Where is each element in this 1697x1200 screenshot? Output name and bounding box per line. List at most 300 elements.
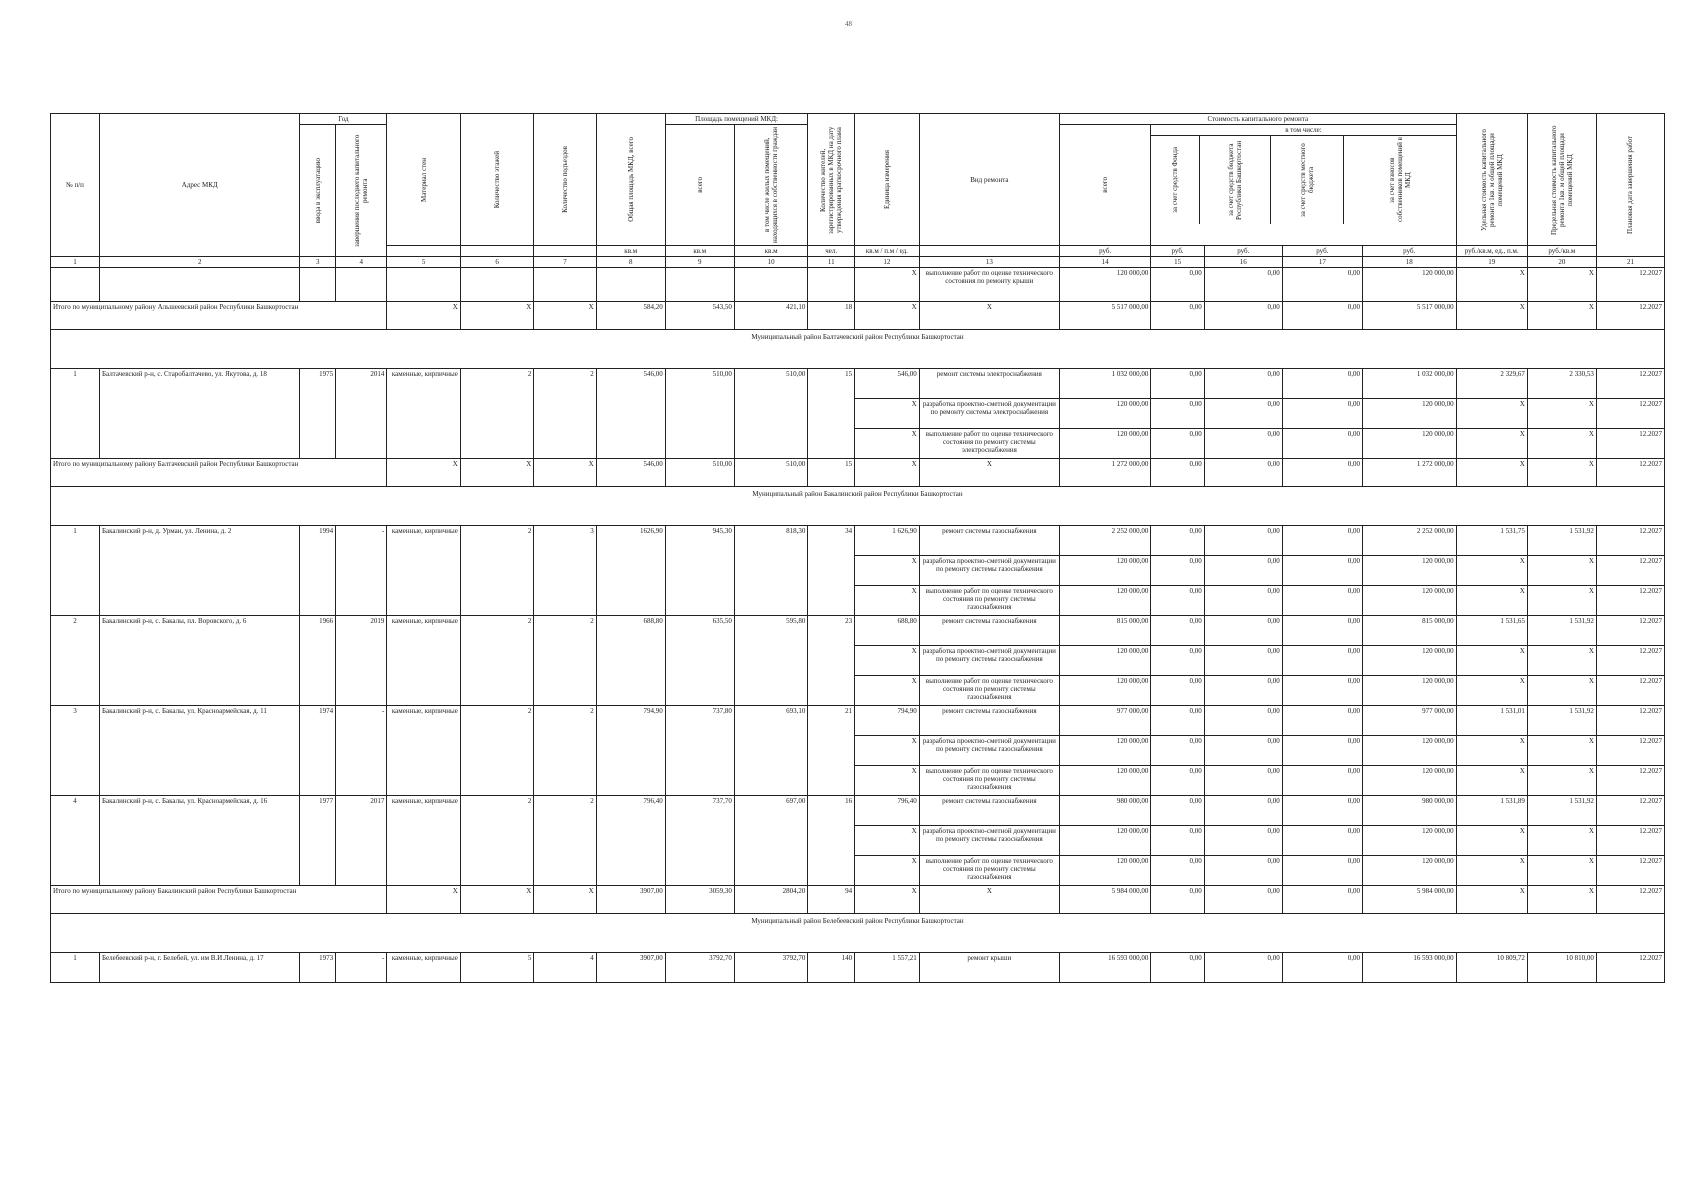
cost-local: 0,00 [1282, 736, 1362, 766]
cell: X [460, 459, 534, 487]
table-body [51, 268, 1665, 983]
repair-type: выполнение работ по оценке технического состояния по ремонту крыши [919, 268, 1059, 302]
column-number: 5 [387, 257, 461, 268]
empty-cell [300, 268, 336, 302]
row-number: 1 [51, 369, 100, 459]
row-number: 1 [51, 526, 100, 616]
cost-total: 5 517 000,00 [1060, 302, 1151, 330]
empty-cell [51, 268, 100, 302]
max-cost: X [1527, 459, 1596, 487]
repair-type: выполнение работ по оценке технического состояния по ремонту системы газоснабжения [919, 856, 1059, 886]
unit-value: X [855, 826, 920, 856]
column-number: 12 [855, 257, 920, 268]
cost-owners: 120 000,00 [1362, 736, 1456, 766]
unit-value: X [855, 676, 920, 706]
unit-cell: кв.м [665, 246, 734, 257]
th-cost-owners: за счет взносов собственников помещений в МКД [1387, 137, 1412, 223]
repair-type: ремонт системы газоснабжения [919, 706, 1059, 736]
cost-owners: 16 593 000,00 [1362, 953, 1456, 983]
unit-cell: чел. [808, 246, 855, 257]
house-address: Белебеевский р-н, г. Белебей, ул. им В.И.Ленина, д. 17 [100, 953, 300, 983]
unit-cell: руб. [1204, 246, 1282, 257]
cost-fund: 0,00 [1151, 796, 1204, 826]
column-number: 1 [51, 257, 100, 268]
cost-total: 120 000,00 [1060, 268, 1151, 302]
unit-cell: кв.м [734, 246, 808, 257]
district-total-label: Итого по муниципальному району Альшеевский район Республики Башкортостан [51, 302, 387, 330]
cell: X [387, 886, 461, 914]
table-row [51, 953, 1665, 983]
premises-owned: 818,30 [734, 526, 808, 616]
empty-cell [665, 268, 734, 302]
cost-republic: 0,00 [1204, 268, 1282, 302]
max-cost: X [1527, 268, 1596, 302]
unit-cell: руб./кв.м, ед., п.м. [1456, 246, 1527, 257]
unit-cell: кв.м / п.м / ед. [855, 246, 920, 257]
entrances: 2 [534, 369, 596, 459]
residents: 18 [808, 302, 855, 330]
repair-type: разработка проектно-сметной документации по ремонту системы газоснабжения [919, 556, 1059, 586]
empty-cell [534, 268, 596, 302]
table-row [51, 706, 1665, 736]
total-area: 688,80 [596, 616, 665, 706]
floors: 2 [460, 616, 534, 706]
year-last-repair: 2014 [336, 369, 387, 459]
column-number: 19 [1456, 257, 1527, 268]
table-row [51, 369, 1665, 399]
cost-local: 0,00 [1282, 796, 1362, 826]
year-commission: 1973 [300, 953, 336, 983]
unit-cell: руб. [1362, 246, 1456, 257]
cost-owners: 120 000,00 [1362, 586, 1456, 616]
cost-total: 120 000,00 [1060, 676, 1151, 706]
cost-owners: 1 032 000,00 [1362, 369, 1456, 399]
repair-type: X [919, 459, 1059, 487]
unit-cell: кв.м [596, 246, 665, 257]
planned-date: 12.2027 [1596, 459, 1664, 487]
year-last-repair: - [336, 706, 387, 796]
planned-date: 12.2027 [1596, 706, 1664, 736]
floors: 2 [460, 796, 534, 886]
entrances: 4 [534, 953, 596, 983]
residents: 140 [808, 953, 855, 983]
column-number: 13 [919, 257, 1059, 268]
cost-total: 980 000,00 [1060, 796, 1151, 826]
premises-all: 737,80 [665, 706, 734, 796]
entrances: 2 [534, 796, 596, 886]
cost-fund: 0,00 [1151, 826, 1204, 856]
cost-local: 0,00 [1282, 459, 1362, 487]
max-cost: X [1527, 826, 1596, 856]
unit-value: X [855, 268, 920, 302]
planned-date: 12.2027 [1596, 268, 1664, 302]
entrances: 3 [534, 526, 596, 616]
unit-cost: 1 531,65 [1456, 616, 1527, 646]
th-cost-group: Стоимость капитального ремонта [1060, 114, 1457, 125]
premises-owned: 510,00 [734, 369, 808, 459]
unit-value: 1 557,21 [855, 953, 920, 983]
premises-owned: 693,10 [734, 706, 808, 796]
residents: 15 [808, 459, 855, 487]
repair-type: ремонт системы газоснабжения [919, 796, 1059, 826]
planned-date: 12.2027 [1596, 556, 1664, 586]
unit-cost: X [1456, 736, 1527, 766]
row-number: 2 [51, 616, 100, 706]
cost-owners: 5 517 000,00 [1362, 302, 1456, 330]
column-number: 3 [300, 257, 336, 268]
unit-value: 546,00 [855, 369, 920, 399]
max-cost: 10 810,00 [1527, 953, 1596, 983]
cost-fund: 0,00 [1151, 302, 1204, 330]
cost-owners: 120 000,00 [1362, 826, 1456, 856]
unit-cost: X [1456, 676, 1527, 706]
max-cost: 1 531,92 [1527, 526, 1596, 556]
unit-cost: X [1456, 826, 1527, 856]
empty-cell [734, 268, 808, 302]
empty-cell [808, 268, 855, 302]
total-area: 584,20 [596, 302, 665, 330]
column-numbers-row [51, 257, 1665, 268]
cost-republic: 0,00 [1204, 302, 1282, 330]
cost-local: 0,00 [1282, 646, 1362, 676]
max-cost: X [1527, 766, 1596, 796]
year-last-repair: - [336, 526, 387, 616]
cost-fund: 0,00 [1151, 586, 1204, 616]
th-unit-cost: Удельная стоимость капитального ремонта 1кв. м общей площади помещений МКД [1479, 128, 1504, 231]
cost-fund: 0,00 [1151, 399, 1204, 429]
house-address: Бакалинский р-н, с. Бакалы, ул. Красноармейская, д. 11 [100, 706, 300, 796]
cost-owners: 980 000,00 [1362, 796, 1456, 826]
total-area: 796,40 [596, 796, 665, 886]
row-number: 3 [51, 706, 100, 796]
cost-fund: 0,00 [1151, 616, 1204, 646]
cost-owners: 120 000,00 [1362, 268, 1456, 302]
premises-all: 543,50 [665, 302, 734, 330]
repair-type: выполнение работ по оценке технического состояния по ремонту системы газоснабжения [919, 766, 1059, 796]
wall-material: каменные, кирпичные [387, 616, 461, 706]
unit-value: X [855, 766, 920, 796]
cost-local: 0,00 [1282, 268, 1362, 302]
unit-cell: руб. [1060, 246, 1151, 257]
th-planned-date: Плановая дата завершения работ [1626, 136, 1635, 235]
max-cost: X [1527, 586, 1596, 616]
cost-local: 0,00 [1282, 826, 1362, 856]
repair-type: разработка проектно-сметной документации по ремонту системы электроснабжения [919, 399, 1059, 429]
floors: 2 [460, 369, 534, 459]
cost-owners: 120 000,00 [1362, 429, 1456, 459]
cost-republic: 0,00 [1204, 429, 1282, 459]
table-row [51, 268, 1665, 302]
total-area: 794,90 [596, 706, 665, 796]
th-repair-type: Вид ремонта [919, 114, 1059, 246]
unit-value: X [855, 459, 920, 487]
premises-all: 737,70 [665, 796, 734, 886]
unit-cell [919, 246, 1059, 257]
planned-date: 12.2027 [1596, 736, 1664, 766]
cost-republic: 0,00 [1204, 676, 1282, 706]
table-row [51, 616, 1665, 646]
cell: X [387, 302, 461, 330]
unit-value: X [855, 736, 920, 766]
unit-value: X [855, 556, 920, 586]
unit-cost: 2 329,67 [1456, 369, 1527, 399]
total-area: 3907,00 [596, 953, 665, 983]
empty-cell [100, 268, 300, 302]
unit-cost: X [1456, 646, 1527, 676]
cost-fund: 0,00 [1151, 526, 1204, 556]
empty-cell [387, 268, 461, 302]
premises-all: 510,00 [665, 369, 734, 459]
cost-fund: 0,00 [1151, 766, 1204, 796]
cost-total: 2 252 000,00 [1060, 526, 1151, 556]
total-area: 546,00 [596, 369, 665, 459]
premises-owned: 697,00 [734, 796, 808, 886]
max-cost: X [1527, 676, 1596, 706]
repair-type: ремонт крыши [919, 953, 1059, 983]
planned-date: 12.2027 [1596, 399, 1664, 429]
column-number: 20 [1527, 257, 1596, 268]
unit-cost: 1 531,75 [1456, 526, 1527, 556]
cost-fund: 0,00 [1151, 886, 1204, 914]
wall-material: каменные, кирпичные [387, 369, 461, 459]
premises-owned: 2804,20 [734, 886, 808, 914]
cost-republic: 0,00 [1204, 586, 1282, 616]
cost-local: 0,00 [1282, 856, 1362, 886]
column-number: 17 [1282, 257, 1362, 268]
premises-all: 3792,70 [665, 953, 734, 983]
max-cost: X [1527, 556, 1596, 586]
wall-material: каменные, кирпичные [387, 526, 461, 616]
max-cost: X [1527, 302, 1596, 330]
cost-total: 120 000,00 [1060, 586, 1151, 616]
unit-value: X [855, 302, 920, 330]
repair-type: выполнение работ по оценке технического состояния по ремонту системы газоснабжения [919, 586, 1059, 616]
unit-cost: X [1456, 586, 1527, 616]
repair-type: ремонт системы электроснабжения [919, 369, 1059, 399]
th-entrances: Количество подъездов [561, 146, 570, 213]
cost-local: 0,00 [1282, 429, 1362, 459]
max-cost: X [1527, 736, 1596, 766]
max-cost: X [1527, 856, 1596, 886]
cost-total: 120 000,00 [1060, 736, 1151, 766]
th-premises-owned: в том числе жилых помещений, находящихся в собственности граждан [763, 127, 780, 244]
cost-republic: 0,00 [1204, 796, 1282, 826]
column-number: 7 [534, 257, 596, 268]
district-total-label: Итого по муниципальному району Балтачевский район Республики Башкортостан [51, 459, 387, 487]
planned-date: 12.2027 [1596, 826, 1664, 856]
premises-owned: 510,00 [734, 459, 808, 487]
repair-type: разработка проектно-сметной документации по ремонту системы газоснабжения [919, 646, 1059, 676]
year-commission: 1994 [300, 526, 336, 616]
cost-local: 0,00 [1282, 302, 1362, 330]
floors: 2 [460, 526, 534, 616]
unit-cost: X [1456, 556, 1527, 586]
unit-value: X [855, 886, 920, 914]
cost-owners: 120 000,00 [1362, 399, 1456, 429]
total-area: 546,00 [596, 459, 665, 487]
cost-fund: 0,00 [1151, 268, 1204, 302]
unit-value: X [855, 586, 920, 616]
premises-owned: 421,10 [734, 302, 808, 330]
planned-date: 12.2027 [1596, 646, 1664, 676]
repair-type: выполнение работ по оценке технического состояния по ремонту системы газоснабжения [919, 676, 1059, 706]
unit-cost: 10 809,72 [1456, 953, 1527, 983]
column-number: 9 [665, 257, 734, 268]
year-last-repair: 2017 [336, 796, 387, 886]
cost-local: 0,00 [1282, 556, 1362, 586]
premises-all: 945,30 [665, 526, 734, 616]
residents: 34 [808, 526, 855, 616]
cost-republic: 0,00 [1204, 856, 1282, 886]
cost-local: 0,00 [1282, 706, 1362, 736]
max-cost: 1 531,92 [1527, 796, 1596, 826]
column-number: 21 [1596, 257, 1664, 268]
unit-value: X [855, 429, 920, 459]
max-cost: X [1527, 399, 1596, 429]
cell: X [387, 459, 461, 487]
house-address: Балтачевский р-н, с. Старобалтачево, ул. Якутова, д. 18 [100, 369, 300, 459]
cost-fund: 0,00 [1151, 429, 1204, 459]
column-number: 8 [596, 257, 665, 268]
cost-fund: 0,00 [1151, 953, 1204, 983]
max-cost: 1 531,92 [1527, 706, 1596, 736]
entrances: 2 [534, 616, 596, 706]
district-section-title: Муниципальный район Балтачевский район Республики Башкортостан [51, 330, 1665, 369]
max-cost: 1 531,92 [1527, 616, 1596, 646]
unit-cost: X [1456, 429, 1527, 459]
unit-value: 794,90 [855, 706, 920, 736]
planned-date: 12.2027 [1596, 369, 1664, 399]
column-number: 10 [734, 257, 808, 268]
th-cost-total: всего [1101, 177, 1110, 193]
cost-owners: 120 000,00 [1362, 676, 1456, 706]
table-row [51, 526, 1665, 556]
district-section-row [51, 914, 1665, 953]
unit-cell: руб. [1282, 246, 1362, 257]
column-number: 14 [1060, 257, 1151, 268]
planned-date: 12.2027 [1596, 856, 1664, 886]
planned-date: 12.2027 [1596, 526, 1664, 556]
unit-value: 796,40 [855, 796, 920, 826]
cost-total: 120 000,00 [1060, 556, 1151, 586]
th-cost-local: за счет средств местного бюджета [1299, 143, 1316, 217]
year-commission: 1977 [300, 796, 336, 886]
cost-republic: 0,00 [1204, 399, 1282, 429]
unit-cost: X [1456, 856, 1527, 886]
cost-total: 1 272 000,00 [1060, 459, 1151, 487]
residents: 16 [808, 796, 855, 886]
house-address: Бакалинский р-н, д. Урман, ул. Ленина, д. 2 [100, 526, 300, 616]
cost-total: 120 000,00 [1060, 429, 1151, 459]
year-commission: 1974 [300, 706, 336, 796]
th-max-cost: Предельная стоимость капитального ремонта 1кв. м общей площади помещений МКД [1549, 124, 1574, 235]
house-address: Бакалинский р-н, с. Бакалы, ул. Красноармейская, д. 16 [100, 796, 300, 886]
row-number: 4 [51, 796, 100, 886]
empty-cell [460, 268, 534, 302]
residents: 94 [808, 886, 855, 914]
cost-owners: 977 000,00 [1362, 706, 1456, 736]
cost-total: 120 000,00 [1060, 856, 1151, 886]
cell: X [534, 459, 596, 487]
entrances: 2 [534, 706, 596, 796]
total-area: 1626,90 [596, 526, 665, 616]
cell: X [460, 302, 534, 330]
district-total-row [51, 886, 1665, 914]
cost-republic: 0,00 [1204, 526, 1282, 556]
unit-cost: X [1456, 459, 1527, 487]
cost-local: 0,00 [1282, 526, 1362, 556]
th-cost-republic: за счет средств бюджета Республики Башкортостан [1227, 140, 1244, 220]
th-year-group: Год [300, 114, 387, 125]
unit-cost: X [1456, 399, 1527, 429]
district-section-title: Муниципальный район Белебеевский район Республики Башкортостан [51, 914, 1665, 953]
planned-date: 12.2027 [1596, 886, 1664, 914]
residents: 21 [808, 706, 855, 796]
planned-date: 12.2027 [1596, 616, 1664, 646]
cost-local: 0,00 [1282, 369, 1362, 399]
total-area: 3907,00 [596, 886, 665, 914]
unit-cost: X [1456, 302, 1527, 330]
page-number: 48 [845, 20, 852, 28]
cost-local: 0,00 [1282, 586, 1362, 616]
cost-republic: 0,00 [1204, 953, 1282, 983]
th-cost-incl: в том числе: [1151, 125, 1455, 136]
cost-republic: 0,00 [1204, 766, 1282, 796]
planned-date: 12.2027 [1596, 302, 1664, 330]
premises-all: 510,00 [665, 459, 734, 487]
cost-fund: 0,00 [1151, 736, 1204, 766]
table-row [51, 796, 1665, 826]
cell: X [460, 886, 534, 914]
cost-owners: 120 000,00 [1362, 766, 1456, 796]
planned-date: 12.2027 [1596, 796, 1664, 826]
wall-material: каменные, кирпичные [387, 796, 461, 886]
cost-owners: 120 000,00 [1362, 646, 1456, 676]
cost-fund: 0,00 [1151, 369, 1204, 399]
cost-republic: 0,00 [1204, 736, 1282, 766]
year-last-repair: - [336, 953, 387, 983]
cost-owners: 120 000,00 [1362, 556, 1456, 586]
unit-cost: 1 531,89 [1456, 796, 1527, 826]
unit-cost: 1 531,01 [1456, 706, 1527, 736]
district-total-label: Итого по муниципальному району Бакалинский район Республики Башкортостан [51, 886, 387, 914]
cost-owners: 5 984 000,00 [1362, 886, 1456, 914]
unit-cost: X [1456, 886, 1527, 914]
cost-owners: 2 252 000,00 [1362, 526, 1456, 556]
row-number: 1 [51, 953, 100, 983]
premises-all: 635,50 [665, 616, 734, 706]
column-number: 6 [460, 257, 534, 268]
th-premises-all: всего [695, 177, 704, 193]
cost-republic: 0,00 [1204, 556, 1282, 586]
unit-value: 688,80 [855, 616, 920, 646]
cost-total: 16 593 000,00 [1060, 953, 1151, 983]
th-residents: Количество жителей, зарегистрированных в МКД на дату утверждения краткосрочного плана [819, 125, 844, 234]
repair-type: X [919, 886, 1059, 914]
planned-date: 12.2027 [1596, 953, 1664, 983]
cost-local: 0,00 [1282, 676, 1362, 706]
district-total-row [51, 459, 1665, 487]
cost-fund: 0,00 [1151, 556, 1204, 586]
th-wall-material: Материал стен [419, 157, 428, 202]
cost-local: 0,00 [1282, 886, 1362, 914]
repair-type: X [919, 302, 1059, 330]
cost-total: 120 000,00 [1060, 826, 1151, 856]
repair-type: разработка проектно-сметной документации по ремонту системы газоснабжения [919, 736, 1059, 766]
district-section-row [51, 330, 1665, 369]
empty-cell [596, 268, 665, 302]
th-num: № п/п [51, 114, 100, 257]
